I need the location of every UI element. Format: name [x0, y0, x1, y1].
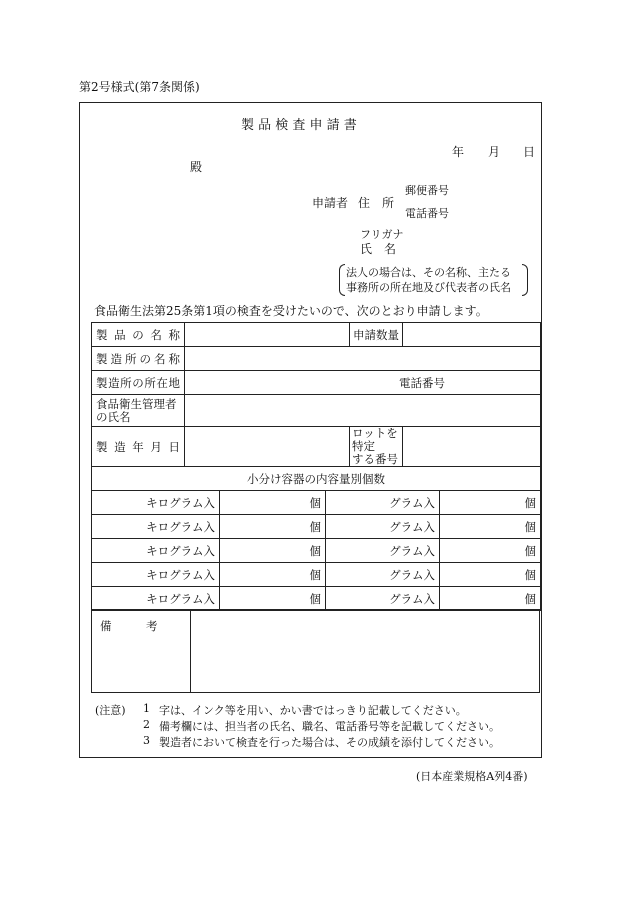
factory-name-label: 製造所の名称 [92, 347, 185, 371]
note-3-number: 3 [143, 734, 150, 747]
factory-address-field[interactable] [185, 371, 541, 395]
date-day-label: 日 [523, 145, 536, 159]
remarks-field[interactable] [192, 610, 539, 692]
hygiene-manager-label-line2: の氏名 [96, 409, 131, 424]
remarks-divider [190, 610, 191, 692]
lot-number-label-line1: ロットを特定 [352, 426, 398, 453]
furigana-label: フリガナ [360, 228, 404, 241]
g-count-field[interactable]: 個 [440, 491, 541, 515]
g-label: グラム入 [326, 539, 440, 563]
factory-phone-label: 電話番号 [399, 375, 445, 390]
kg-count-field[interactable]: 個 [220, 491, 326, 515]
lot-number-field[interactable] [403, 427, 541, 467]
hygiene-manager-label [92, 395, 185, 427]
remarks-label: 備 考 [100, 619, 158, 633]
paper-size-note: (日本産業規格A列4番) [416, 770, 528, 783]
address-label: 住 所 [358, 196, 395, 210]
subdivision-row [92, 563, 541, 587]
right-bracket [522, 264, 528, 296]
form-number-label: 第2号様式(第7条関係) [79, 80, 200, 94]
corporate-note-line1: 法人の場合は、その名称、主たる [346, 266, 511, 279]
phone-number-label: 電話番号 [405, 207, 449, 220]
quantity-label: 申請数量 [350, 323, 403, 347]
product-name-label: 製品の名称 [92, 323, 185, 347]
lot-number-label-line2: する番号 [352, 452, 398, 466]
date-month-label: 月 [488, 145, 501, 159]
application-statement: 食品衛生法第25条第1項の検査を受けたいので、次のとおり申請します。 [94, 304, 488, 318]
addressee-honorific: 殿 [190, 160, 203, 174]
g-label: グラム入 [326, 491, 440, 515]
note-1-number: 1 [143, 702, 150, 715]
subdivision-row [92, 491, 541, 515]
notes-label: (注意) [95, 704, 126, 717]
g-label: グラム入 [326, 563, 440, 587]
left-bracket [339, 264, 345, 296]
note-1-text: 字は、インク等を用い、かい書ではっきり記載してください。 [159, 704, 467, 717]
postal-code-label: 郵便番号 [405, 184, 449, 197]
note-3-text: 製造者において検査を行った場合は、その成績を添付してください。 [159, 736, 500, 749]
g-count-field[interactable]: 個 [440, 587, 541, 611]
hygiene-manager-field[interactable] [185, 395, 541, 427]
kg-label: キログラム入 [92, 539, 220, 563]
kg-label: キログラム入 [92, 515, 220, 539]
kg-count-field[interactable]: 個 [220, 515, 326, 539]
subdivision-row [92, 587, 541, 611]
manufacture-date-label: 製造年月日 [92, 427, 185, 467]
subdivision-row [92, 515, 541, 539]
kg-label: キログラム入 [92, 491, 220, 515]
quantity-field[interactable] [403, 323, 541, 347]
note-2-text: 備考欄には、担当者の氏名、職名、電話番号等を記載してください。 [159, 720, 500, 733]
subdivision-header: 小分け容器の内容量別個数 [92, 467, 541, 491]
kg-count-field[interactable]: 個 [220, 587, 326, 611]
subdivision-row [92, 539, 541, 563]
factory-address-label: 製造所の所在地 [92, 371, 185, 395]
remarks-section [91, 609, 540, 693]
g-label: グラム入 [326, 587, 440, 611]
form-title: 製 品 検 査 申 請 書 [241, 118, 357, 133]
product-name-field[interactable] [185, 323, 350, 347]
applicant-label: 申請者 [312, 196, 349, 210]
kg-label: キログラム入 [92, 587, 220, 611]
g-label: グラム入 [326, 515, 440, 539]
note-2-number: 2 [143, 718, 150, 731]
factory-name-field[interactable] [185, 347, 541, 371]
application-table [91, 322, 541, 611]
g-count-field[interactable]: 個 [440, 539, 541, 563]
manufacture-date-field[interactable] [185, 427, 350, 467]
kg-label: キログラム入 [92, 563, 220, 587]
g-count-field[interactable]: 個 [440, 515, 541, 539]
kg-count-field[interactable]: 個 [220, 539, 326, 563]
kg-count-field[interactable]: 個 [220, 563, 326, 587]
date-year-label: 年 [452, 145, 465, 159]
g-count-field[interactable]: 個 [440, 563, 541, 587]
corporate-note-line2: 事務所の所在地及び代表者の氏名 [346, 281, 511, 294]
lot-number-label [350, 427, 403, 467]
hygiene-manager-label-line1: 食品衛生管理者 [96, 396, 177, 411]
name-label: 氏 名 [360, 242, 397, 256]
